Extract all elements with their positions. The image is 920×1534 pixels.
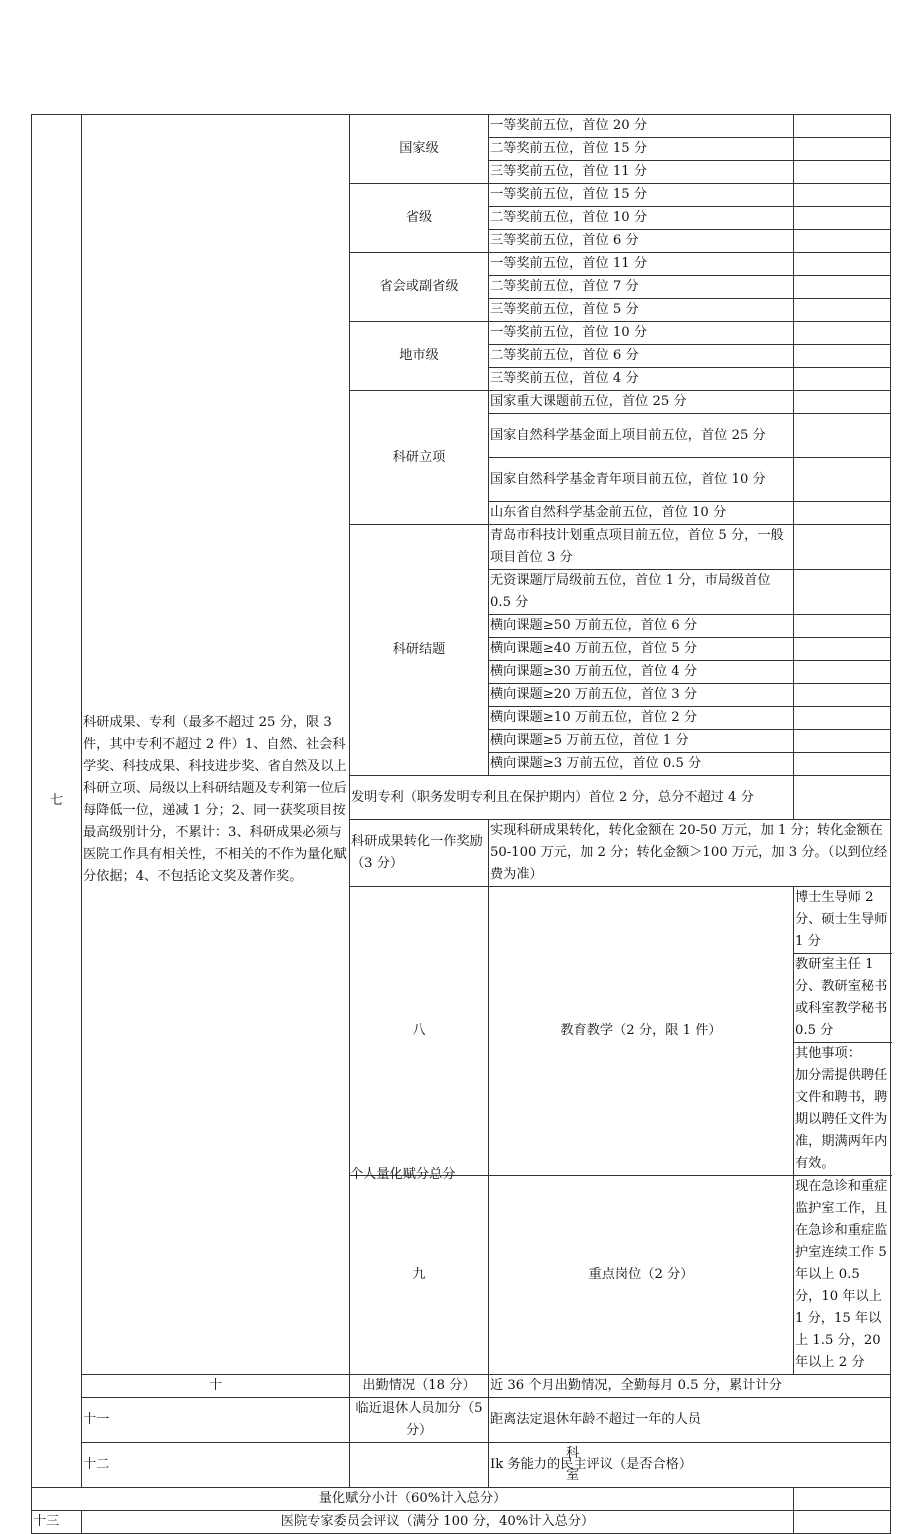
criteria-cell: 近 36 个月出勤情况，全勤每月 0.5 分，累计计分 — [489, 1375, 891, 1398]
criteria-cell: 山东省自然科学基金前五位，首位 10 分 — [489, 502, 794, 525]
project-label: 科研立项 — [350, 391, 489, 525]
sec9-number: 九 — [350, 1176, 489, 1375]
other-matters — [794, 1043, 891, 1176]
score-cell[interactable] — [794, 161, 891, 184]
criteria-cell: 横向课题≥5 万前五位，首位 1 分 — [489, 730, 794, 753]
score-cell[interactable] — [794, 207, 891, 230]
transfer-criteria: 实现科研成果转化，转化金额在 20-50 万元，加 1 分；转化金额在 50-100 万元，加 2 分；转化金额＞100 万元，加 3 分。（以到位经费为准） — [489, 820, 891, 887]
criteria-cell: 三等奖前五位，首位 6 分 — [489, 230, 794, 253]
patent-criteria: 发明专利（职务发明专利且在保护期内）首位 2 分，总分不超过 4 分 — [350, 776, 794, 820]
score-cell[interactable] — [794, 661, 891, 684]
score-cell[interactable] — [794, 345, 891, 368]
sec10-number: 十 — [82, 1375, 350, 1398]
criteria-cell: 横向课题≥3 万前五位，首位 0.5 分 — [489, 753, 794, 776]
criteria-cell: 二等奖前五位，首位 7 分 — [489, 276, 794, 299]
sec12-number: 十二 — [82, 1443, 350, 1488]
criteria-cell: 国家自然科学基金面上项目前五位，首位 25 分 — [489, 414, 794, 458]
criteria-cell: 横向课题≥40 万前五位，首位 5 分 — [489, 638, 794, 661]
score-cell[interactable] — [794, 414, 891, 458]
criteria-cell: 一等奖前五位，首位 20 分 — [489, 115, 794, 138]
criteria-cell: 教研室主任 1 分、教研室秘书或科室教学秘书 0.5 分 — [794, 954, 891, 1043]
criteria-cell: 横向课题≥20 万前五位，首位 3 分 — [489, 684, 794, 707]
criteria-cell: 国家自然科学基金青年项目前五位，首位 10 分 — [489, 458, 794, 502]
sec9-label: 重点岗位（2 分） — [489, 1176, 794, 1375]
total-score-label: 个人量化赋分总分 — [350, 1167, 456, 1182]
criteria-cell: 三等奖前五位，首位 5 分 — [489, 299, 794, 322]
criteria-cell: 二等奖前五位，首位 15 分 — [489, 138, 794, 161]
score-cell[interactable] — [794, 730, 891, 753]
criteria-cell: 横向课题≥50 万前五位，首位 6 分 — [489, 615, 794, 638]
score-cell[interactable] — [794, 638, 891, 661]
other-matters-title: 其他事项： — [795, 1046, 861, 1061]
score-cell[interactable] — [794, 615, 891, 638]
sec10-label: 出勤情况（18 分） — [350, 1375, 489, 1398]
criteria-cell: 三等奖前五位，首位 11 分 — [489, 161, 794, 184]
score-cell[interactable] — [794, 753, 891, 776]
criteria-cell: 横向课题≥30 万前五位，首位 4 分 — [489, 661, 794, 684]
score-cell[interactable] — [794, 525, 891, 570]
score-cell[interactable] — [794, 253, 891, 276]
sec12-label: 科室 — [350, 1443, 489, 1488]
criteria-cell: 青岛市科技计划重点项目前五位，首位 5 分，一般项目首位 3 分 — [489, 525, 794, 570]
score-cell[interactable] — [794, 684, 891, 707]
score-cell[interactable] — [794, 391, 891, 414]
capital-label: 省会或副省级 — [350, 253, 489, 322]
scoring-table — [31, 114, 891, 1534]
criteria-cell: 横向课题≥10 万前五位，首位 2 分 — [489, 707, 794, 730]
score-cell[interactable] — [794, 458, 891, 502]
national-label: 国家级 — [350, 115, 489, 184]
sec11-number: 十一 — [82, 1398, 350, 1443]
criteria-cell: 一等奖前五位，首位 15 分 — [489, 184, 794, 207]
conclusion-label: 科研结题 — [350, 525, 489, 776]
sec13-number: 十三 — [32, 1511, 82, 1534]
score-cell[interactable] — [794, 184, 891, 207]
sec13-label: 医院专家委员会评议（满分 100 分，40%计入总分） — [82, 1511, 794, 1534]
city-label: 地市级 — [350, 322, 489, 391]
sec7-number: 七 — [32, 115, 82, 1488]
sec8-label: 教育教学（2 分，限 1 件） — [489, 887, 794, 1176]
criteria-cell: 现在急诊和重症监护室工作，且在急诊和重症监护室连续工作 5 年以上 0.5 分，10 年以上 1 分，15 年以上 1.5 分，20 年以上 2 分 — [794, 1176, 891, 1375]
other-matters-text: 加分需提供聘任文件和聘书，聘期以聘任文件为准，期满两年内有效。 — [795, 1068, 888, 1171]
score-cell[interactable] — [794, 502, 891, 525]
sec7-description: 科研成果、专利（最多不超过 25 分，限 3 件，其中专利不超过 2 件）1、自然、社会科学奖、科技成果、科技进步奖、省自然及以上科研立项、局级以上科研结题及专利第一位后每降低一位，递减 1 分；2、同一获奖项目按最高级别计分，不累计：3、科研成果必须与医院工作具有相关性，不相关的不作为量化赋分依据；4、不包括论文奖及著作奖。 — [82, 115, 350, 1375]
criteria-cell: 距离法定退休年龄不超过一年的人员 — [489, 1398, 891, 1443]
sec11-label: 临近退休人员加分（5 分） — [350, 1398, 489, 1443]
criteria-cell: Ik 务能力的民主评议（是否合格） — [489, 1443, 891, 1488]
score-cell[interactable] — [794, 230, 891, 253]
score-cell[interactable] — [794, 299, 891, 322]
criteria-cell: 一等奖前五位，首位 10 分 — [489, 322, 794, 345]
score-cell[interactable] — [794, 115, 891, 138]
subtotal-label: 量化赋分小计（60%计入总分） — [32, 1488, 794, 1511]
criteria-cell: 博士生导师 2 分、硕士生导师 1 分 — [794, 887, 891, 954]
score-cell[interactable] — [794, 707, 891, 730]
sec8-number: 八 — [350, 887, 489, 1176]
criteria-cell: 二等奖前五位，首位 10 分 — [489, 207, 794, 230]
score-cell[interactable] — [794, 138, 891, 161]
criteria-cell: 一等奖前五位，首位 11 分 — [489, 253, 794, 276]
score-cell[interactable] — [794, 776, 891, 820]
score-cell[interactable] — [794, 570, 891, 615]
score-cell[interactable] — [794, 1511, 891, 1534]
provincial-label: 省级 — [350, 184, 489, 253]
criteria-cell: 国家重大课题前五位，首位 25 分 — [489, 391, 794, 414]
score-cell[interactable] — [794, 276, 891, 299]
subtotal-score-cell[interactable] — [794, 1488, 891, 1511]
score-cell[interactable] — [794, 368, 891, 391]
score-cell[interactable] — [794, 322, 891, 345]
criteria-cell: 三等奖前五位，首位 4 分 — [489, 368, 794, 391]
criteria-cell: 二等奖前五位，首位 6 分 — [489, 345, 794, 368]
transfer-label: 科研成果转化一作奖励（3 分） — [350, 820, 489, 887]
criteria-cell: 无资课题厅局级前五位，首位 1 分，市局级首位 0.5 分 — [489, 570, 794, 615]
